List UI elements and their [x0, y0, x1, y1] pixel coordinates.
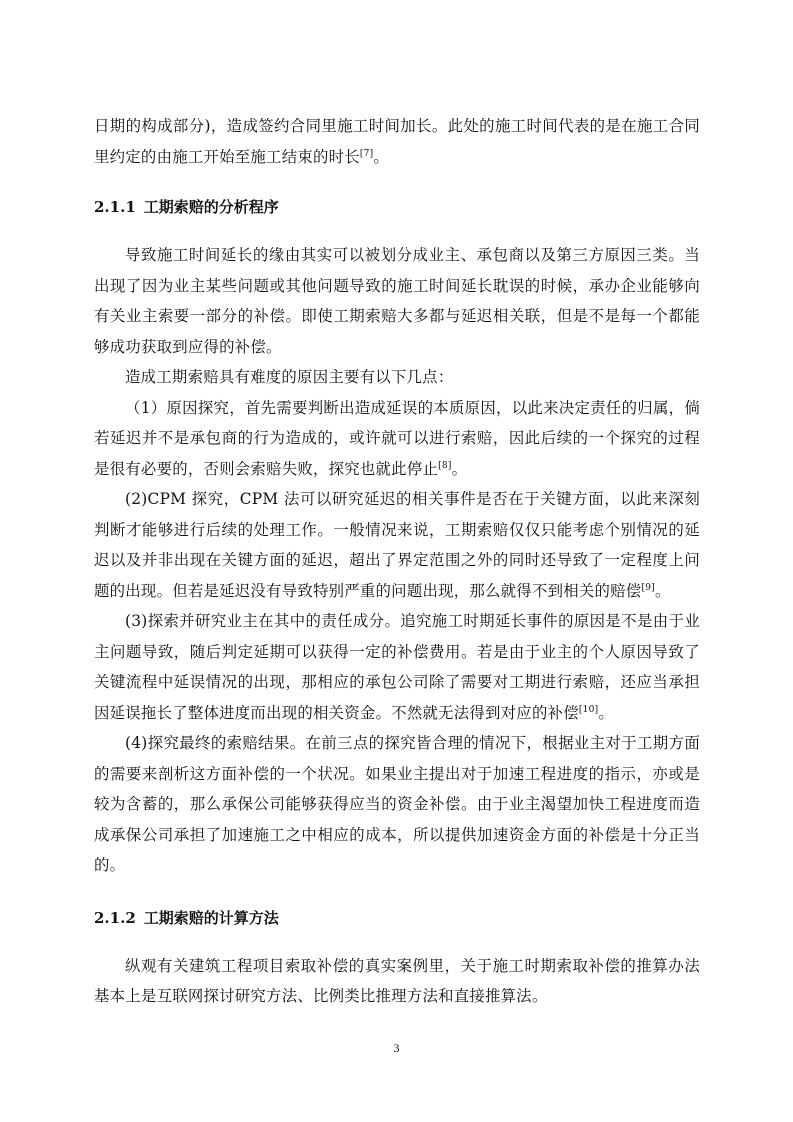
citation-ref[interactable]: [9]: [641, 582, 655, 593]
citation-ref[interactable]: [7]: [359, 148, 374, 159]
paragraph-text: (3)探索并研究业主在其中的责任成分。追究施工时期延长事件的原因是不是由于业主问题导致，随后判定延期可以获得一定的补偿费用。若是由于业主的个人原因导致了关键流程中延误情况的出现，那相应的承包公司除了需要对工期进行索赔，还应当承担因延误拖长了整体进度而出现的相关资金。不然就无法得到对应的补偿: [94, 612, 700, 722]
paragraph-end: 。: [598, 703, 615, 722]
section-number: 2.1.2: [94, 908, 136, 927]
intro-end: 。: [373, 147, 390, 166]
section-title: 工期索赔的计算方法: [143, 908, 279, 927]
paragraph: 纵观有关建筑工程项目索取补偿的真实案例里，关于施工时期索取补偿的推算办法基本上是互联网探讨研究方法、比例类比推理方法和直接推算法。: [94, 956, 700, 1005]
paragraph: [94, 606, 700, 728]
paragraph-end: 。: [451, 459, 468, 478]
section-heading-2-1-2: [94, 903, 700, 933]
paragraph: [94, 484, 700, 606]
page-number: 3: [393, 1041, 400, 1055]
paragraph: 导致施工时间延长的缘由其实可以被划分成业主、承包商以及第三方原因三类。当出现了因为业主某些问题或其他问题导致的施工时间延长耽误的时候，承办企业能够向有关业主索要一部分的补偿。即使工期索赔大多都与延迟相关联，但是不是每一个都能够成功获取到应得的补偿。: [94, 246, 700, 356]
paragraph: 造成工期索赔具有难度的原因主要有以下几点：: [125, 368, 454, 386]
citation-ref[interactable]: [10]: [578, 704, 599, 715]
section-number: 2.1.1: [94, 198, 136, 216]
citation-ref[interactable]: [8]: [438, 460, 452, 471]
paragraph: (4)探究最终的索赔结果。在前三点的探究皆合理的情况下，根据业主对于工期方面的需要来剖析这方面补偿的一个状况。如果业主提出对于加速工程进度的指示，亦或是较为含蓄的，那么承保公司能够获得应当的资金补偿。由于业主渴望加快工程进度而造成承保公司承担了加速施工之中相应的成本，所以提供加速资金方面的补偿是十分正当的。: [94, 734, 700, 874]
section-title: 工期索赔的分析程序: [143, 198, 279, 216]
intro-text: 日期的构成部分)，造成签约合同里施工时间加长。此处的施工时间代表的是在施工合同里约定的由施工开始至施工结束的时长: [94, 117, 700, 166]
paragraph-end: 。: [654, 581, 671, 600]
paragraph-text: （1）原因探究，首先需要判断出造成延误的本质原因，以此来决定责任的归属，倘若延迟并不是承包商的行为造成的，或许就可以进行索赔，因此后续的一个探究的过程是很有必要的，否则会索赔失败，探究也就此停止: [94, 398, 700, 478]
intro-paragraph: [94, 111, 700, 172]
section-heading-2-1-1: [94, 192, 700, 222]
paragraph: [94, 393, 700, 485]
paragraph-text: (2)CPM 探究，CPM 法可以研究延迟的相关事件是否在于关键方面，以此来深刻判断才能够进行后续的处理工作。一般情况来说，工期索赔仅仅只能考虑个别情况的延迟以及并非出现在关键方面的延迟，超出了界定范围之外的同时还导致了一定程度上问题的出现。但若是延迟没有导致特别严重的问题出现，那么就得不到相关的赔偿: [94, 490, 700, 600]
page-content: [94, 111, 700, 1012]
